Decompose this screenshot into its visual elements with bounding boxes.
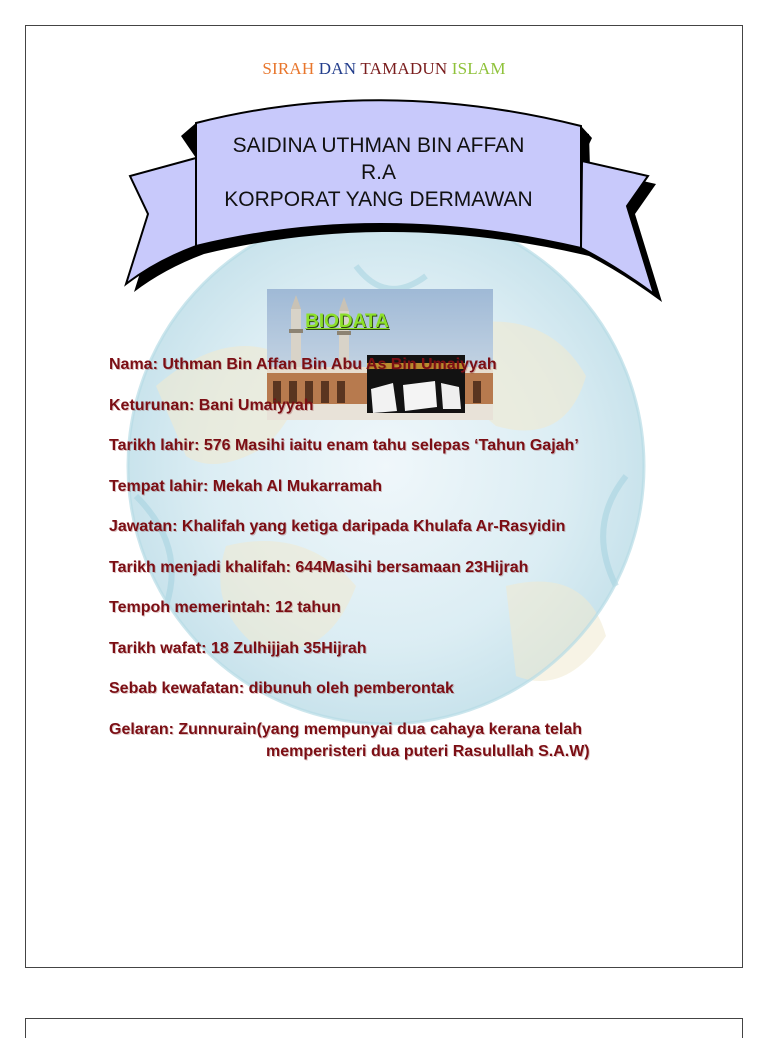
biodata-tempat-lahir: Tempat lahir: Mekah Al Mukarramah — [109, 477, 382, 495]
document-page — [25, 25, 743, 968]
biodata-jawatan: Jawatan: Khalifah yang ketiga daripada Khulafa Ar-Rasyidin — [109, 518, 566, 535]
gelaran-line-1: Gelaran: Zunnurain(yang mempunyai dua cahaya kerana telah — [109, 720, 583, 738]
course-word-2: DAN — [318, 59, 357, 78]
biodata-nama: Nama: Uthman Bin Affan Bin Abu As Bin Umaiyyah — [109, 356, 497, 373]
banner-line-2: R.A — [360, 161, 396, 184]
next-page-edge — [25, 1018, 743, 1038]
biodata-gelaran — [109, 721, 729, 761]
gelaran-line-2: memperisteri dua puteri Rasulullah S.A.W) — [266, 742, 590, 760]
biodata-tarikh-wafat: Tarikh wafat: 18 Zulhijjah 35Hijrah — [109, 639, 367, 657]
banner-title — [176, 132, 581, 213]
biodata-tempoh: Tempoh memerintah: 12 tahun — [109, 599, 341, 616]
banner-line-1: SAIDINA UTHMAN BIN AFFAN — [232, 134, 525, 157]
course-word-3: TAMADUN — [360, 59, 448, 78]
biodata-keturunan: Keturunan: Bani Umaiyyah — [109, 396, 314, 414]
biodata-sebab-wafat: Sebab kewafatan: dibunuh oleh pemberontak — [109, 680, 454, 697]
course-word-4: ISLAM — [451, 59, 506, 78]
biodata-tarikh-khalifah: Tarikh menjadi khalifah: 644Masihi bersamaan 23Hijrah — [109, 558, 529, 576]
biodata-heading: BIODATA — [305, 311, 389, 332]
biodata-tarikh-lahir: Tarikh lahir: 576 Masihi iaitu enam tahu selepas ‘Tahun Gajah’ — [109, 437, 579, 454]
biodata-list — [109, 356, 729, 761]
course-word-1: SIRAH — [262, 59, 315, 78]
banner-line-3: KORPORAT YANG DERMAWAN — [224, 188, 533, 211]
